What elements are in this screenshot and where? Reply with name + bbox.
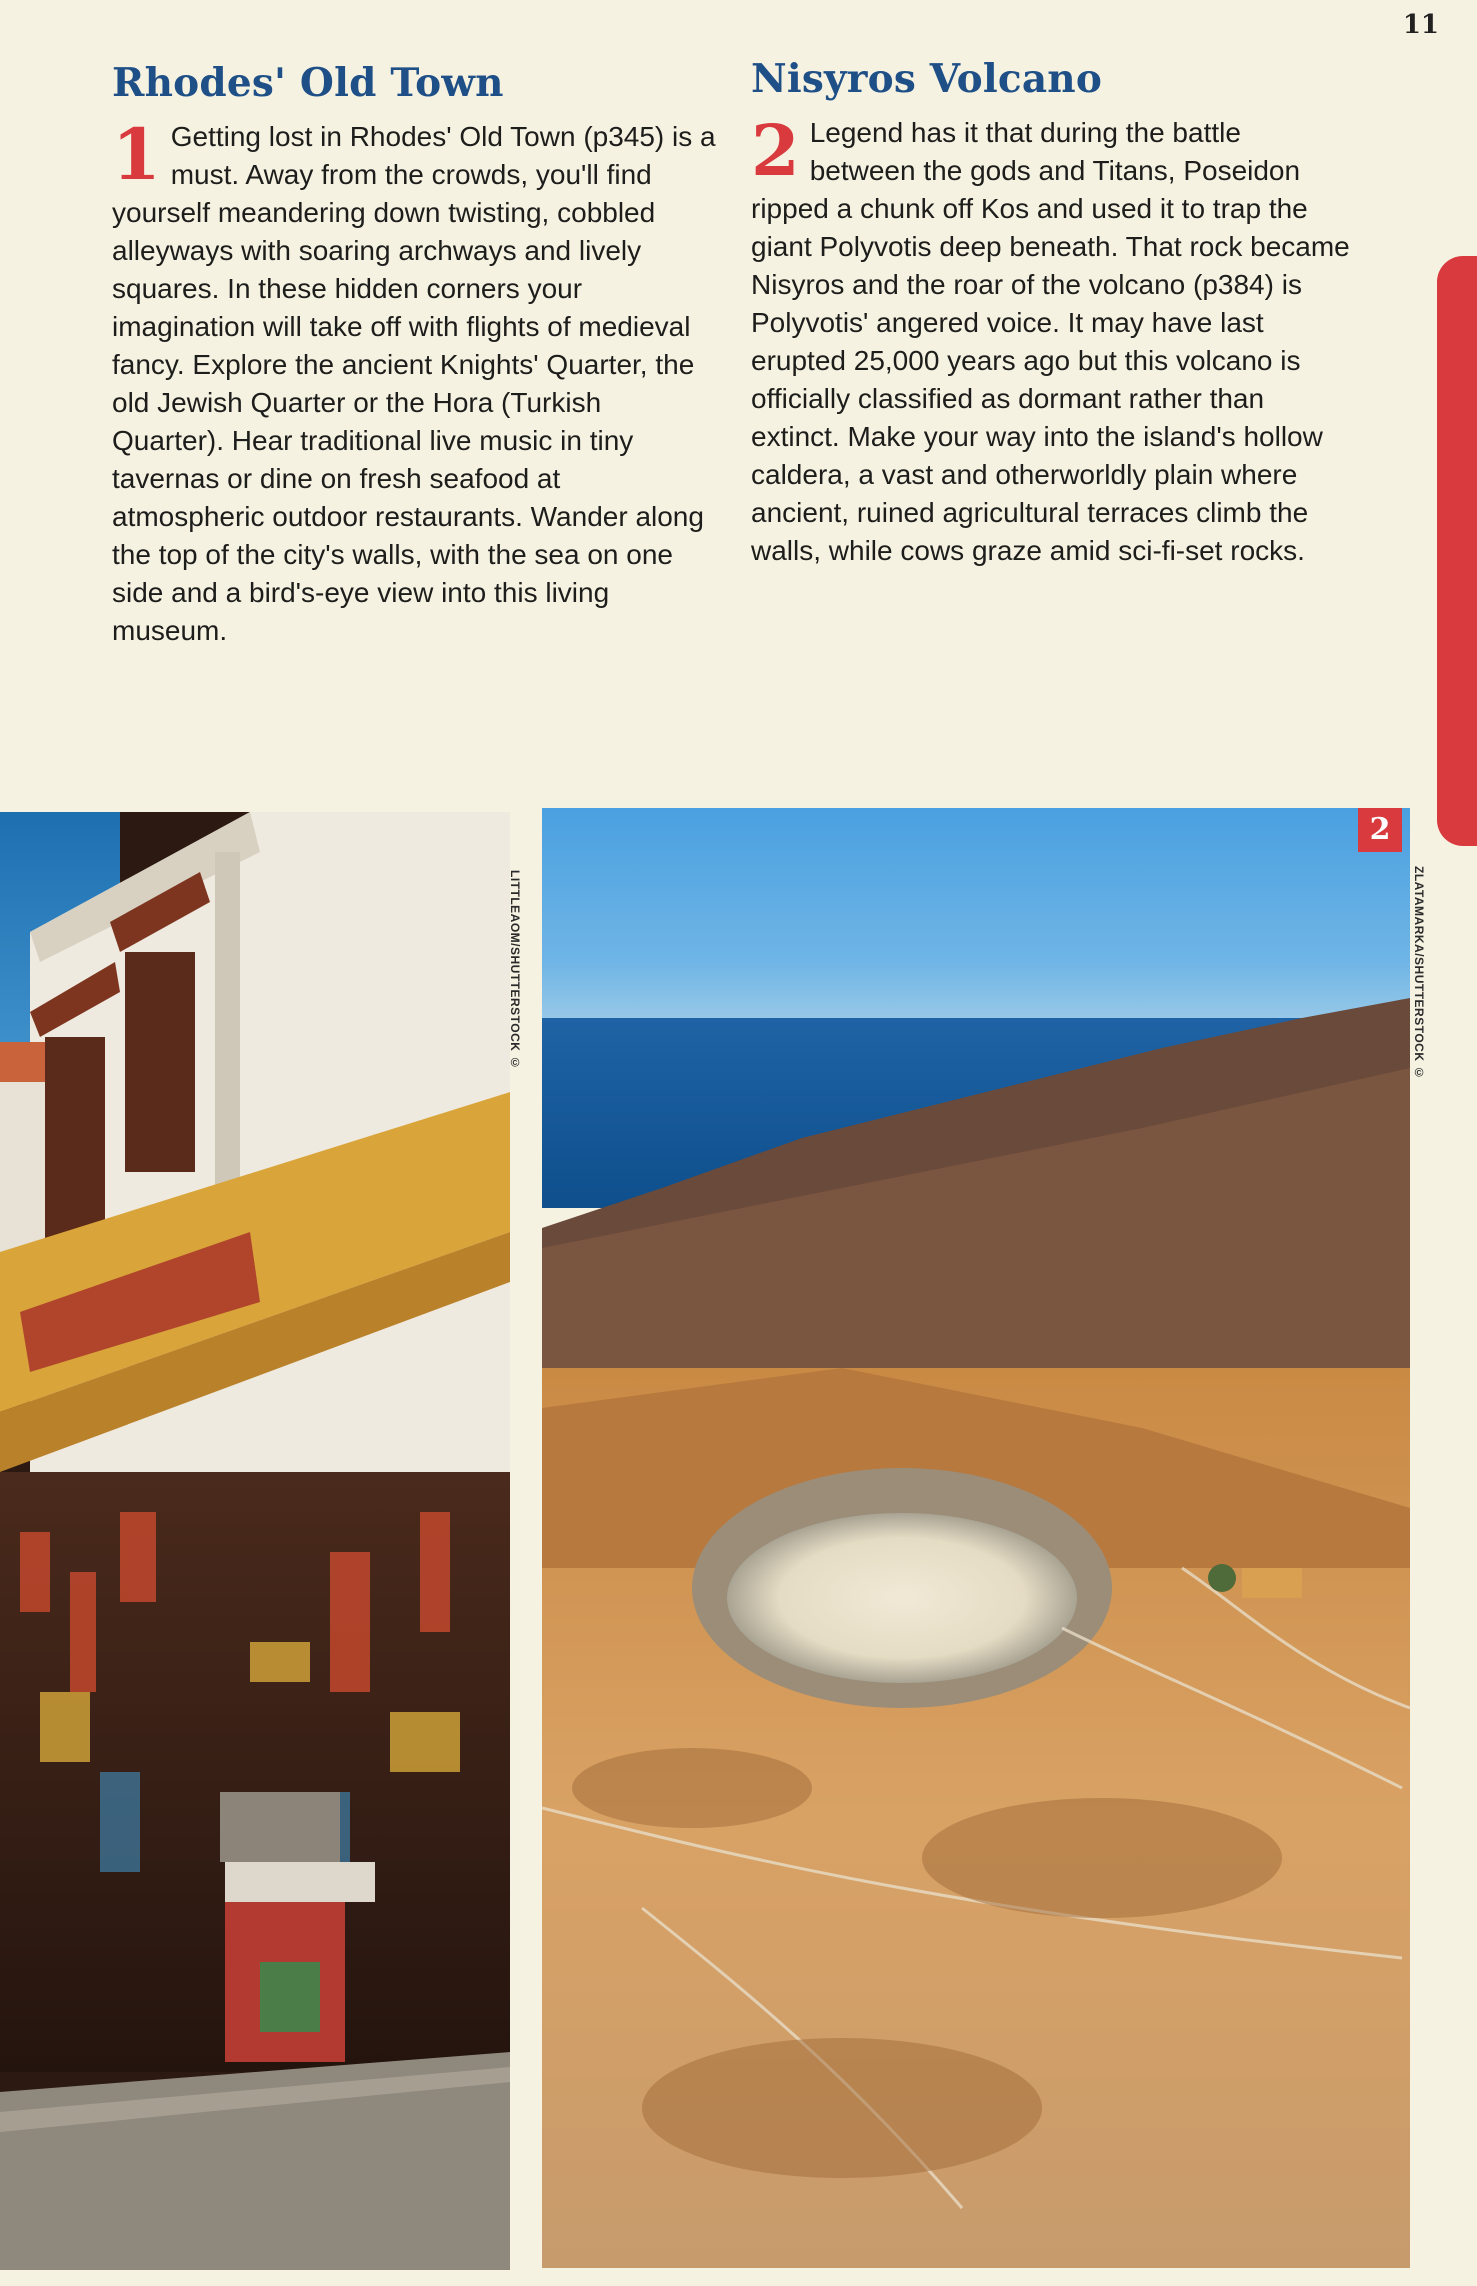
rhodes-market-photo bbox=[0, 812, 510, 2270]
photo-credit: LITTLEAOM/SHUTTERSTOCK © bbox=[508, 870, 522, 1070]
section-title: Rhodes' Old Town bbox=[112, 60, 504, 106]
page-number: 11 bbox=[1402, 10, 1439, 40]
section-body bbox=[751, 109, 1351, 570]
section-number: 2 bbox=[751, 109, 800, 192]
section-title: Nisyros Volcano bbox=[751, 56, 1103, 102]
section-rhodes-old-town bbox=[112, 60, 717, 650]
section-nisyros-volcano bbox=[751, 56, 1351, 570]
section-body-text: Legend has it that during the battle between the gods and Titans, Poseidon ripped a chunk off Kos and used it to trap the giant Polyvotis deep beneath. That rock became Nisyros and the roar of the volcano (p384) is Polyvotis' angered voice. It may have last erupted 25,000 years ago but this volcano is officially classified as dormant rather than extinct. Make your way into the island's hollow caldera, a vast and otherworldly plain where ancient, ruined agricultural terraces climb the walls, while cows graze amid sci-fi-set rocks. bbox=[751, 117, 1350, 566]
section-number: 1 bbox=[112, 113, 161, 196]
section-body bbox=[112, 113, 717, 650]
photo-credit: ZLATAMARKA/SHUTTERSTOCK © bbox=[1412, 866, 1426, 1080]
nisyros-caldera-photo bbox=[542, 808, 1410, 2268]
section-body-text: Getting lost in Rhodes' Old Town (p345) is a must. Away from the crowds, you'll find yourself meandering down twisting, cobbled alleyways with soaring archways and lively squares. In these hidden corners your imagination will take off with flights of medieval fancy. Explore the ancient Knights' Quarter, the old Jewish Quarter or the Hora (Turkish Quarter). Hear traditional live music in tiny tavernas or dine on fresh seafood at atmospheric outdoor restaurants. Wander along the top of the city's walls, with the sea on one side and a bird's-eye view into this living museum. bbox=[112, 121, 716, 646]
section-badge: 2 bbox=[1358, 808, 1402, 852]
chapter-tab bbox=[1437, 256, 1477, 846]
